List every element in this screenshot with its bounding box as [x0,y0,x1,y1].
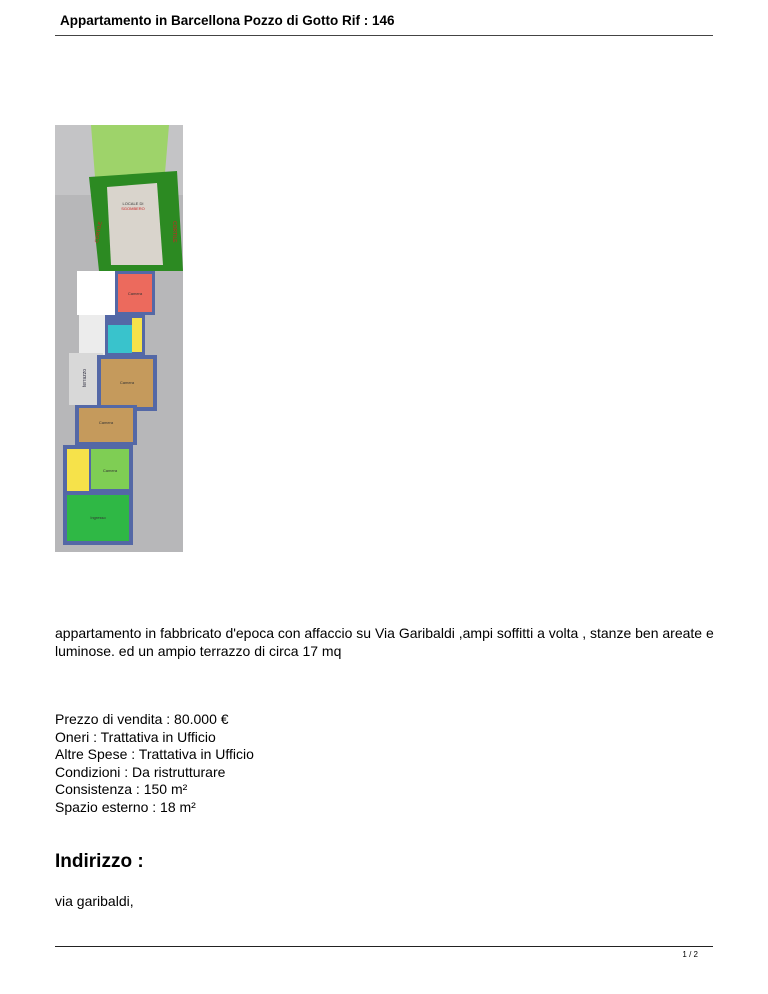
plan-label-room-1: Camera [127,291,143,296]
property-details [55,711,254,816]
plan-label-storage-2: SGOMBERO [121,206,145,211]
address-heading: Indirizzo : [55,851,144,872]
plan-label-room-3: Camera [98,420,114,425]
plan-label-courtyard-right: CORTILE [171,221,177,243]
page-number: 1 / 2 [682,950,698,959]
property-description: appartamento in fabbricato d'epoca con affaccio su Via Garibaldi ,ampi soffitti a volta , stanze ben areate e luminose. ed un ampio terrazzo di circa 17 mq [55,625,714,659]
detail-other-costs: Altre Spese : Trattativa in Ufficio [55,746,254,762]
detail-charges: Oneri : Trattativa in Ufficio [55,728,216,745]
plan-label-courtyard-left: CORTILE [94,221,104,244]
floor-plan-image [55,125,183,552]
address-text: via garibaldi, [55,893,134,909]
plan-label-terrace: terrazzo [82,368,88,387]
document-title: Appartamento in Barcellona Pozzo di Gotto Rif : 146 [60,13,395,28]
footer-divider [55,946,713,947]
plan-label-living: Ingresso [90,515,106,520]
plan-label-room-4: Camera [102,468,118,473]
detail-size: Consistenza : 150 m² [55,781,188,797]
header-divider [55,35,713,36]
detail-condition: Condizioni : Da ristrutturare [55,763,226,780]
plan-label-room-2: Camera [119,380,135,385]
plan-label-storage-1: LOCALE DI [122,201,144,206]
detail-outdoor-space: Spazio esterno : 18 m² [55,798,196,815]
detail-price: Prezzo di vendita : 80.000 € [55,711,229,727]
